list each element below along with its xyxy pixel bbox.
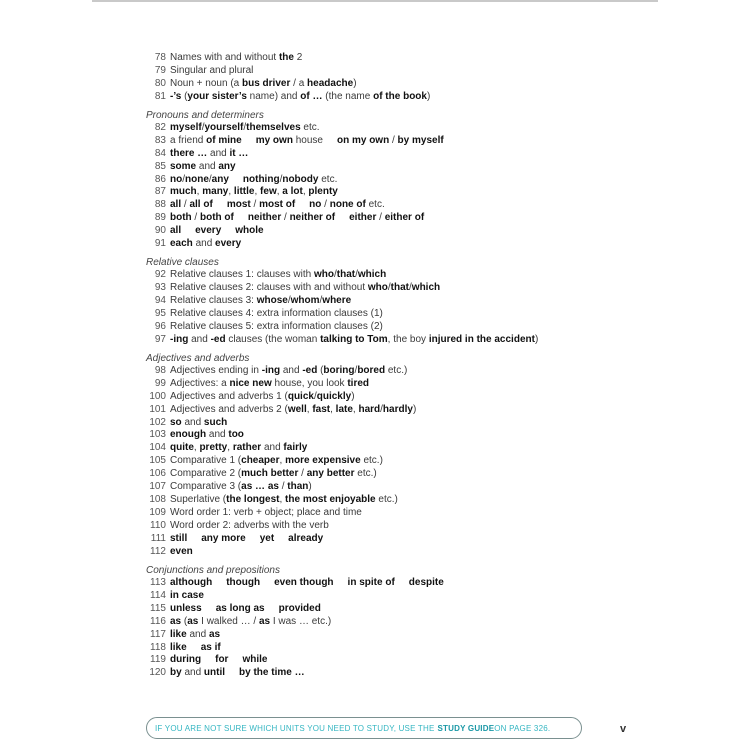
unit-title: Relative clauses 4: extra information clauses (1) xyxy=(170,307,383,319)
unit-title: Adjectives and adverbs 1 (quick/quickly) xyxy=(170,390,355,402)
unit-title: Relative clauses 1: clauses with who/that/which xyxy=(170,269,387,281)
unit-number: 95 xyxy=(154,307,166,319)
unit-entry[interactable] xyxy=(146,590,666,603)
unit-title: still any more yet already xyxy=(170,532,324,544)
unit-entry[interactable] xyxy=(146,212,666,225)
unit-title: by and until by the time … xyxy=(170,667,305,679)
unit-title: myself/yourself/themselves etc. xyxy=(170,121,320,133)
unit-number: 105 xyxy=(149,455,166,467)
unit-entry[interactable] xyxy=(146,667,666,680)
unit-entry[interactable] xyxy=(146,225,666,238)
unit-entry[interactable] xyxy=(146,442,666,455)
unit-number: 86 xyxy=(154,173,166,185)
unit-title: during for while xyxy=(170,654,268,666)
unit-title: no/none/any nothing/nobody etc. xyxy=(170,173,338,185)
unit-entry[interactable] xyxy=(146,91,666,104)
unit-entry[interactable] xyxy=(146,520,666,533)
unit-number: 104 xyxy=(149,442,166,454)
unit-number: 93 xyxy=(154,282,166,294)
unit-title: like as if xyxy=(170,641,221,653)
unit-title: -ing and -ed clauses (the woman talking to Tom, the boy injured in the accident) xyxy=(170,333,539,345)
unit-title: unless as long as provided xyxy=(170,602,321,614)
section xyxy=(146,52,666,104)
unit-number: 107 xyxy=(149,481,166,493)
unit-entry[interactable] xyxy=(146,65,666,78)
unit-entry[interactable] xyxy=(146,629,666,642)
unit-entry[interactable] xyxy=(146,391,666,404)
unit-number: 99 xyxy=(154,377,166,389)
unit-title: Adjectives: a nice new house, you look tired xyxy=(170,377,370,389)
unit-title: each and every xyxy=(170,238,242,250)
unit-title: like and as xyxy=(170,628,221,640)
unit-number: 84 xyxy=(154,147,166,159)
unit-number: 117 xyxy=(150,628,166,640)
top-rule xyxy=(92,0,658,2)
unit-entry[interactable] xyxy=(146,148,666,161)
unit-number: 90 xyxy=(154,225,166,237)
unit-entry[interactable] xyxy=(146,199,666,212)
unit-title: Relative clauses 3: whose/whom/where xyxy=(170,295,352,306)
unit-entry[interactable] xyxy=(146,481,666,494)
section-title: Adjectives and adverbs xyxy=(146,352,250,364)
unit-number: 100 xyxy=(149,390,166,402)
unit-entry[interactable] xyxy=(146,269,666,282)
unit-number: 108 xyxy=(149,494,166,506)
unit-title: Superlative (the longest, the most enjoyable etc.) xyxy=(170,494,398,506)
unit-entry[interactable] xyxy=(146,334,666,347)
unit-title: Relative clauses 2: clauses with and without who/that/which xyxy=(170,282,441,294)
unit-number: 79 xyxy=(154,64,166,76)
unit-number: 111 xyxy=(150,532,166,544)
unit-number: 87 xyxy=(154,186,166,198)
unit-number: 83 xyxy=(154,134,166,146)
unit-number: 92 xyxy=(154,269,166,281)
unit-number: 112 xyxy=(150,545,166,557)
section xyxy=(146,352,666,559)
unit-number: 115 xyxy=(150,602,166,614)
unit-title: Singular and plural xyxy=(170,64,254,76)
unit-entry[interactable] xyxy=(146,546,666,559)
section xyxy=(146,564,666,681)
unit-title: Names with and without the 2 xyxy=(170,52,303,63)
unit-number: 120 xyxy=(149,667,166,679)
unit-title: Word order 2: adverbs with the verb xyxy=(170,520,329,531)
unit-title: Comparative 1 (cheaper, more expensive etc.) xyxy=(170,455,383,467)
unit-entry[interactable] xyxy=(146,135,666,148)
unit-title: even xyxy=(170,545,193,557)
unit-entry[interactable] xyxy=(146,78,666,91)
unit-entry[interactable] xyxy=(146,295,666,308)
unit-entry[interactable] xyxy=(146,429,666,442)
unit-number: 97 xyxy=(154,333,166,345)
unit-number: 89 xyxy=(154,212,166,224)
unit-title: Word order 1: verb + object; place and time xyxy=(170,507,362,519)
study-guide-note-suffix: ON PAGE 326. xyxy=(494,723,551,733)
unit-entry[interactable] xyxy=(146,378,666,391)
unit-number: 119 xyxy=(150,654,166,666)
unit-entry[interactable] xyxy=(146,174,666,187)
unit-title: both / both of neither / neither of either / either of xyxy=(170,212,425,224)
study-guide-link[interactable]: STUDY GUIDE xyxy=(437,723,495,733)
unit-entry[interactable] xyxy=(146,455,666,468)
section-title: Conjunctions and prepositions xyxy=(146,564,280,576)
contents-list xyxy=(146,52,666,680)
unit-title: in case xyxy=(170,589,204,601)
unit-number: 81 xyxy=(154,90,166,102)
unit-entry[interactable] xyxy=(146,533,666,546)
unit-number: 113 xyxy=(150,576,166,588)
unit-entry[interactable] xyxy=(146,507,666,520)
section-title: Pronouns and determiners xyxy=(146,109,264,121)
unit-number: 101 xyxy=(149,403,166,415)
unit-title: all every whole xyxy=(170,225,264,237)
unit-number: 96 xyxy=(154,320,166,332)
unit-entry[interactable] xyxy=(146,654,666,667)
unit-title: Adjectives and adverbs 2 (well, fast, late, hard/hardly) xyxy=(170,403,417,415)
unit-title: Comparative 2 (much better / any better etc.) xyxy=(170,468,377,480)
unit-number: 85 xyxy=(154,160,166,172)
unit-entry[interactable] xyxy=(146,321,666,334)
unit-number: 102 xyxy=(149,416,166,428)
unit-number: 98 xyxy=(154,364,166,376)
unit-entry[interactable] xyxy=(146,238,666,251)
unit-entry[interactable] xyxy=(146,404,666,417)
unit-number: 118 xyxy=(150,641,166,653)
unit-title: as (as I walked … / as I was … etc.) xyxy=(170,615,332,627)
unit-entry[interactable] xyxy=(146,417,666,430)
unit-entry[interactable] xyxy=(146,365,666,378)
unit-title: enough and too xyxy=(170,429,244,441)
unit-title: Comparative 3 (as … as / than) xyxy=(170,481,312,493)
section-title: Relative clauses xyxy=(146,257,219,269)
unit-entry[interactable] xyxy=(146,577,666,590)
unit-number: 110 xyxy=(150,520,166,531)
unit-entry[interactable] xyxy=(146,468,666,481)
unit-title: quite, pretty, rather and fairly xyxy=(170,442,308,454)
unit-title: so and such xyxy=(170,416,228,428)
unit-entry[interactable] xyxy=(146,186,666,199)
unit-number: 78 xyxy=(154,52,166,63)
unit-entry[interactable] xyxy=(146,161,666,174)
unit-title: although though even though in spite of despite xyxy=(170,576,444,588)
unit-title: Relative clauses 5: extra information clauses (2) xyxy=(170,320,383,332)
unit-title: -’s (your sister’s name) and of … (the name of the book) xyxy=(170,90,431,102)
unit-title: Adjectives ending in -ing and -ed (boring/bored etc.) xyxy=(170,364,408,376)
unit-title: a friend of mine my own house on my own / by myself xyxy=(170,134,444,146)
unit-title: there … and it … xyxy=(170,147,249,159)
unit-entry[interactable] xyxy=(146,308,666,321)
unit-number: 114 xyxy=(150,589,166,601)
unit-entry[interactable] xyxy=(146,603,666,616)
unit-entry[interactable] xyxy=(146,494,666,507)
unit-title: all / all of most / most of no / none of etc. xyxy=(170,199,385,211)
unit-entry[interactable] xyxy=(146,122,666,135)
unit-number: 82 xyxy=(154,121,166,133)
section xyxy=(146,256,666,347)
unit-entry[interactable] xyxy=(146,642,666,655)
unit-entry[interactable] xyxy=(146,616,666,629)
unit-entry[interactable] xyxy=(146,282,666,295)
unit-number: 88 xyxy=(154,199,166,211)
unit-entry[interactable] xyxy=(146,52,666,65)
unit-number: 91 xyxy=(154,238,166,250)
unit-number: 109 xyxy=(149,507,166,519)
study-guide-note-prefix: IF YOU ARE NOT SURE WHICH UNITS YOU NEED TO STUDY, USE THE xyxy=(155,723,435,733)
unit-number: 106 xyxy=(149,468,166,480)
unit-number: 94 xyxy=(154,295,166,306)
unit-title: some and any xyxy=(170,160,236,172)
unit-title: Noun + noun (a bus driver / a headache) xyxy=(170,77,357,89)
page-number: v xyxy=(620,723,627,735)
unit-number: 103 xyxy=(149,429,166,441)
section xyxy=(146,109,666,251)
unit-title: much, many, little, few, a lot, plenty xyxy=(170,186,338,198)
study-guide-note xyxy=(146,717,582,739)
unit-number: 80 xyxy=(154,77,166,89)
unit-number: 116 xyxy=(150,615,166,627)
